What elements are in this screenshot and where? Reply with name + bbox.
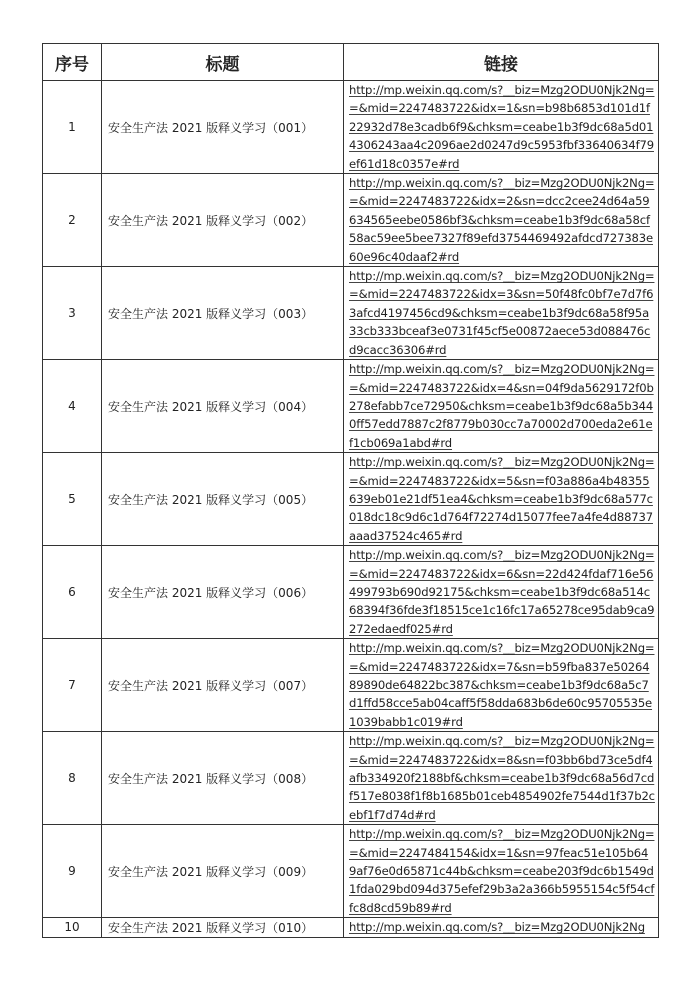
row-index: 6 bbox=[43, 546, 102, 639]
row-index: 4 bbox=[43, 360, 102, 453]
article-link[interactable]: http://mp.weixin.qq.com/s?__biz=Mzg2ODU0Njk2Ng==&mid=2247483722&idx=7&sn=b59fba837e5026489890de64822bc387&chksm=ceabe1b3f9dc68a5c7d1ffd58cce5ab04caff5f58dda683b6de60c95705535e1039babb1c019#rd bbox=[349, 641, 655, 729]
row-link-cell bbox=[344, 81, 659, 174]
row-link-cell bbox=[344, 267, 659, 360]
table-header-row bbox=[43, 44, 659, 81]
table-row bbox=[43, 825, 659, 918]
row-index: 2 bbox=[43, 174, 102, 267]
row-title: 安全生产法 2021 版释义学习（003） bbox=[102, 267, 344, 360]
row-link-cell bbox=[344, 732, 659, 825]
row-link-cell bbox=[344, 639, 659, 732]
row-title: 安全生产法 2021 版释义学习（002） bbox=[102, 174, 344, 267]
row-index: 7 bbox=[43, 639, 102, 732]
article-link[interactable]: http://mp.weixin.qq.com/s?__biz=Mzg2ODU0Njk2Ng==&mid=2247483722&idx=2&sn=dcc2cee24d64a59634565eebe0586bf3&chksm=ceabe1b3f9dc68a58cf58ac59ee5bee7327f89efd3754469492afdcd727383e60e96c40daaf2#rd bbox=[349, 176, 655, 264]
header-link: 链接 bbox=[344, 44, 659, 81]
article-link[interactable]: http://mp.weixin.qq.com/s?__biz=Mzg2ODU0Njk2Ng==&mid=2247484154&idx=1&sn=97feac51e105b649af76e0d65871c44b&chksm=ceabe203f9dc6b1549d1fda029bd094d375efef29b3a2a366b5955154c5f54cffc8d8cd59b89#rd bbox=[349, 827, 655, 915]
row-link-cell bbox=[344, 453, 659, 546]
row-link-cell bbox=[344, 918, 659, 937]
table-row bbox=[43, 174, 659, 267]
table-row bbox=[43, 918, 659, 937]
row-link-cell bbox=[344, 174, 659, 267]
table-row bbox=[43, 732, 659, 825]
row-index: 8 bbox=[43, 732, 102, 825]
table-row bbox=[43, 267, 659, 360]
row-link-cell bbox=[344, 360, 659, 453]
articles-table bbox=[42, 43, 659, 938]
header-index: 序号 bbox=[43, 44, 102, 81]
table-row bbox=[43, 546, 659, 639]
row-title: 安全生产法 2021 版释义学习（010） bbox=[102, 918, 344, 937]
table-row bbox=[43, 81, 659, 174]
row-title: 安全生产法 2021 版释义学习（005） bbox=[102, 453, 344, 546]
header-title: 标题 bbox=[102, 44, 344, 81]
row-title: 安全生产法 2021 版释义学习（009） bbox=[102, 825, 344, 918]
row-title: 安全生产法 2021 版释义学习（008） bbox=[102, 732, 344, 825]
article-link[interactable]: http://mp.weixin.qq.com/s?__biz=Mzg2ODU0Njk2Ng==&mid=2247483722&idx=1&sn=b98b6853d101d1f22932d78e3cadb6f9&chksm=ceabe1b3f9dc68a5d014306243aa4c2096ae2d0247d9c5953fbf33640634f79ef61d18c0357e#rd bbox=[349, 83, 655, 171]
row-link-cell bbox=[344, 546, 659, 639]
row-index: 5 bbox=[43, 453, 102, 546]
row-index: 9 bbox=[43, 825, 102, 918]
article-link[interactable]: http://mp.weixin.qq.com/s?__biz=Mzg2ODU0Njk2Ng==&mid=2247483722&idx=8&sn=f03bb6bd73ce5df4afb334920f2188bf&chksm=ceabe1b3f9dc68a56d7cdf517e8038f1f8b1685b01ceb4854902fe7544d1f37b2cebf1f7d74d#rd bbox=[349, 734, 655, 822]
table-row bbox=[43, 453, 659, 546]
row-title: 安全生产法 2021 版释义学习（004） bbox=[102, 360, 344, 453]
article-link[interactable]: http://mp.weixin.qq.com/s?__biz=Mzg2ODU0Njk2Ng==&mid=2247483722&idx=4&sn=04f9da5629172f0b278efabb7ce72950&chksm=ceabe1b3f9dc68a5b3440ff57edd7887c2f8779b030cc7a70002d700eda2e61ef1cb069a1abd#rd bbox=[349, 362, 655, 450]
row-index: 10 bbox=[43, 918, 102, 937]
row-title: 安全生产法 2021 版释义学习（001） bbox=[102, 81, 344, 174]
row-link-cell bbox=[344, 825, 659, 918]
article-link[interactable]: http://mp.weixin.qq.com/s?__biz=Mzg2ODU0Njk2Ng==&mid=2247483722&idx=3&sn=50f48fc0bf7e7d7f63afcd4197456cd9&chksm=ceabe1b3f9dc68a58f95a33cb333bceaf3e0731f45cf5e00872aece53d088476cd9cacc36306#rd bbox=[349, 269, 655, 357]
row-title: 安全生产法 2021 版释义学习（006） bbox=[102, 546, 344, 639]
table-row bbox=[43, 639, 659, 732]
row-index: 3 bbox=[43, 267, 102, 360]
table-row bbox=[43, 360, 659, 453]
article-link[interactable]: http://mp.weixin.qq.com/s?__biz=Mzg2ODU0Njk2Ng bbox=[349, 920, 645, 935]
article-link[interactable]: http://mp.weixin.qq.com/s?__biz=Mzg2ODU0Njk2Ng==&mid=2247483722&idx=5&sn=f03a886a4b48355639eb01e21df51ea4&chksm=ceabe1b3f9dc68a577c018dc18c9d6c1d764f72274d15077fee7a4fe4d88737aaad37524c465#rd bbox=[349, 455, 655, 543]
article-link[interactable]: http://mp.weixin.qq.com/s?__biz=Mzg2ODU0Njk2Ng==&mid=2247483722&idx=6&sn=22d424fdaf716e56499793b690d92175&chksm=ceabe1b3f9dc68a514c68394f36fde3f18515ce1c16fc17a65278ce95dab9ca9272edaedf025#rd bbox=[349, 548, 655, 636]
document-page bbox=[42, 43, 658, 938]
row-title: 安全生产法 2021 版释义学习（007） bbox=[102, 639, 344, 732]
row-index: 1 bbox=[43, 81, 102, 174]
